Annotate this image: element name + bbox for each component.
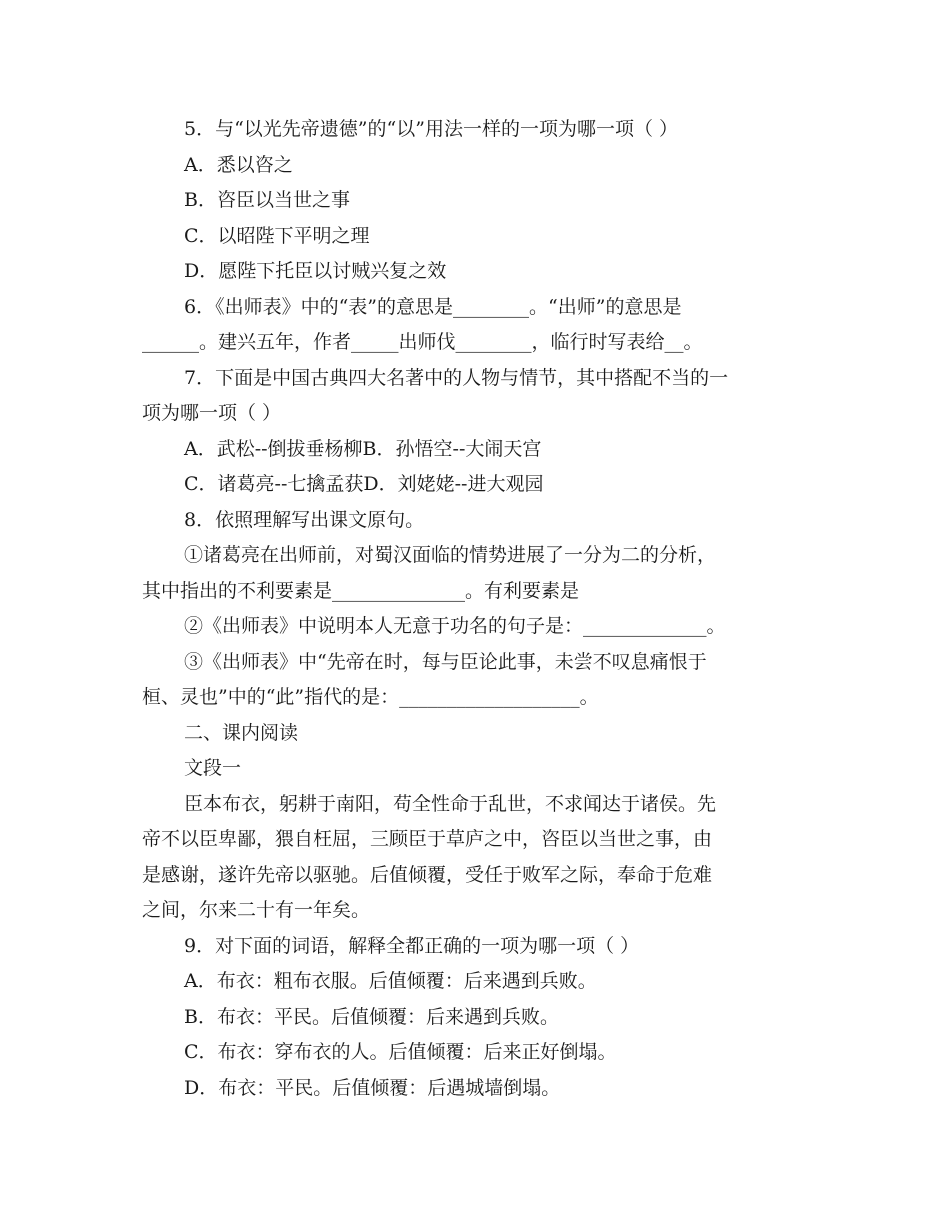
text-line: ______。建兴五年，作者_____出师伐________，临行时写表给__。	[142, 331, 703, 353]
text-line: 桓、灵也”中的“此”指代的是：___________________。	[142, 686, 599, 708]
text-line: 之间，尔来二十有一年矣。	[142, 899, 371, 921]
text-line: 帝不以臣卑鄙，猥自枉屈，三顾臣于草庐之中，咨臣以当世之事，由	[142, 828, 713, 850]
text-line: ①诸葛亮在出师前，对蜀汉面临的情势进展了一分为二的分析，	[184, 544, 717, 566]
text-line: 9．对下面的词语，解释全都正确的一项为哪一项（ ）	[184, 934, 640, 957]
text-line: 6．《出师表》中的“表”的意思是________。“出师”的意思是	[184, 295, 682, 318]
text-line: B．咨臣以当世之事	[184, 189, 350, 211]
text-line: 其中指出的不利要素是______________。有利要素是	[142, 579, 580, 602]
text-line: C．诸葛亮--七擒孟获D．刘姥姥--进大观园	[184, 473, 544, 495]
text-line: 二、课内阅读	[184, 721, 299, 744]
text-line: ③《出师表》中“先帝在时，每与臣论此事，未尝不叹息痛恨于	[184, 650, 707, 673]
text-line: 文段一	[184, 757, 242, 779]
text-line: 8．依照理解写出课文原句。	[184, 508, 425, 531]
text-line: 5．与“以光先帝遗德”的“以”用法一样的一项为哪一项（ ）	[184, 118, 678, 140]
text-line: 臣本布衣，躬耕于南阳，苟全性命于乱世，不求闻达于诸侯。先	[184, 792, 717, 815]
text-line: 7．下面是中国古典四大名著中的人物与情节，其中搭配不当的一	[184, 366, 729, 389]
text-line: D．布衣：平民。后值倾覆：后遇城墙倒塌。	[184, 1076, 561, 1099]
text-line: D．愿陛下托臣以讨贼兴复之效	[184, 260, 447, 282]
text-line: 项为哪一项（ ）	[142, 402, 282, 424]
text-line: B．布衣：平民。后值倾覆：后来遇到兵败。	[184, 1005, 559, 1028]
text-line: 是感谢，遂许先帝以驱驰。后值倾覆，受任于败军之际，奉命于危难	[142, 863, 713, 886]
document-body	[142, 112, 810, 1106]
text-line: C．布衣：穿布衣的人。后值倾覆：后来正好倒塌。	[184, 1041, 617, 1063]
text-line: A．悉以咨之	[184, 153, 293, 176]
text-line: C．以昭陛下平明之理	[184, 224, 370, 247]
text-line: A．布衣：粗布衣服。后值倾覆：后来遇到兵败。	[184, 970, 597, 992]
text-line: ②《出师表》中说明本人无意于功名的句子是：_____________。	[184, 615, 726, 637]
text-line: A．武松--倒拔垂杨柳B．孙悟空--大闹天宫	[184, 437, 542, 460]
